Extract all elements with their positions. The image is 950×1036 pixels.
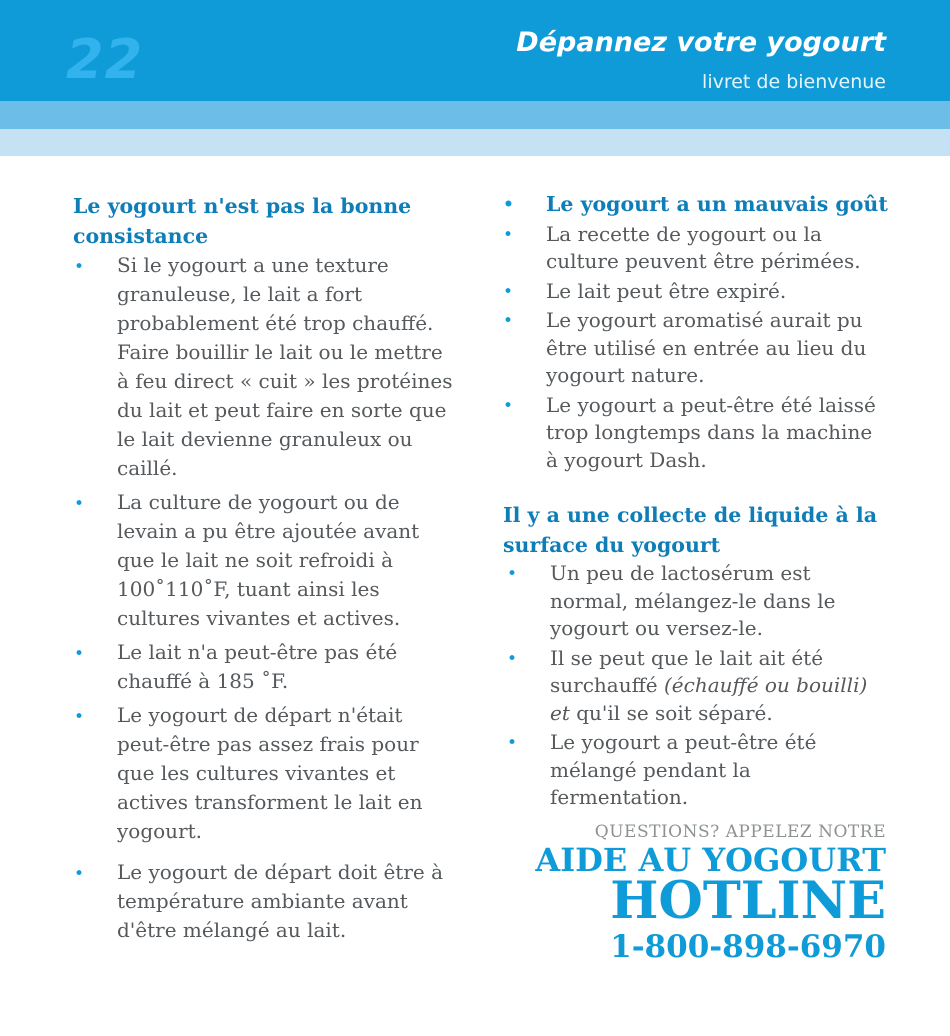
list-item-emphasis: (échauffé ou bouilli) et bbox=[550, 673, 868, 725]
list-item bbox=[503, 645, 888, 728]
hotline-word: HOTLINE bbox=[610, 871, 886, 931]
list-item-text: qu'il se soit séparé. bbox=[569, 700, 773, 725]
section-heading-consistency: Le yogourt n'est pas la bonne consistance bbox=[73, 194, 412, 248]
page-title: Dépannez votre yogourt bbox=[516, 27, 886, 58]
list-item: • Le lait n'a peut-être pas été chauffé à 185 ˚F. bbox=[73, 638, 455, 696]
right-column bbox=[503, 191, 888, 814]
liquid-list bbox=[503, 560, 888, 812]
consistency-list bbox=[73, 251, 455, 945]
list-item: • Le yogourt de départ n'était peut-être pas assez frais pour que les cultures vivantes et actives transforment le lait en yogourt. bbox=[73, 701, 455, 846]
page-subtitle: livret de bienvenue bbox=[702, 71, 886, 93]
list-item: • Le yogourt aromatisé aurait pu être utilisé en entrée au lieu du yogourt nature. bbox=[503, 307, 888, 390]
hotline-phone: 1-800-898-6970 bbox=[610, 929, 886, 965]
list-item: • Un peu de lactosérum est normal, mélangez-le dans le yogourt ou versez-le. bbox=[503, 560, 888, 643]
section-heading-liquid: Il y a une collecte de liquide à la surface du yogourt bbox=[503, 503, 877, 557]
section-heading-bad-taste: • Le yogourt a un mauvais goût bbox=[503, 191, 888, 219]
page-number: 22 bbox=[66, 28, 144, 91]
hotline-label: AIDE AU YOGOURT bbox=[535, 841, 886, 879]
list-item: • La culture de yogourt ou de levain a pu être ajoutée avant que le lait ne soit refroidi à 100˚110˚F, tuant ainsi les cultures vivantes et actives. bbox=[73, 488, 455, 633]
list-item: • La recette de yogourt ou la culture peuvent être périmées. bbox=[503, 221, 888, 276]
list-item: • Le yogourt a peut-être été mélangé pendant la fermentation. bbox=[503, 729, 888, 812]
list-item: • Si le yogourt a une texture granuleuse, le lait a fort probablement été trop chauffé. Faire bouillir le lait ou le mettre à feu direct « cuit » les protéines du lait et peut faire en sorte que le lait devienne granuleux ou caillé. bbox=[73, 251, 455, 483]
bad-taste-list bbox=[503, 191, 888, 474]
header-band-mid bbox=[0, 101, 950, 129]
hotline-callout bbox=[535, 822, 886, 970]
left-column bbox=[73, 191, 455, 950]
list-item: • Le lait peut être expiré. bbox=[503, 278, 888, 306]
list-item: • Le yogourt a peut-être été laissé trop longtemps dans la machine à yogourt Dash. bbox=[503, 392, 888, 475]
list-item: • Le yogourt de départ doit être à température ambiante avant d'être mélangé au lait. bbox=[73, 858, 455, 945]
list-item-text: Il se peut que le lait ait été surchauffé bbox=[550, 645, 824, 697]
hotline-intro: QUESTIONS? APPELEZ NOTRE bbox=[594, 822, 886, 842]
header-band-light bbox=[0, 129, 950, 156]
